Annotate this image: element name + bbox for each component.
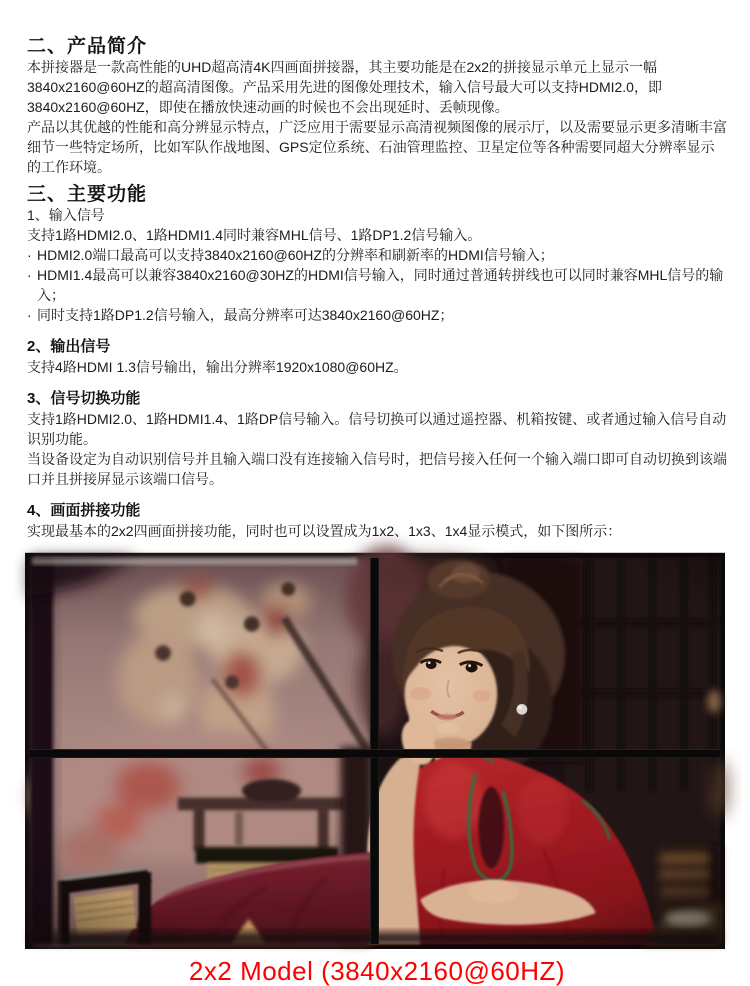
section-heading-main-functions: 三、主要功能 bbox=[27, 184, 148, 205]
signal-switching-body-1: 支持1路HDMI2.0、1路HDMI1.4、1路DP信号输入。信号切换可以通过遥控器、机箱按键、或者通过输入信号自动识别功能。 bbox=[27, 411, 727, 447]
bullet-text-dp12: 同时支持1路DP1.2信号输入，最高分辨率可达3840x2160@60HZ； bbox=[37, 307, 454, 323]
bullet-dot-icon: · bbox=[27, 267, 32, 283]
bullet-item bbox=[27, 245, 727, 265]
product-intro-paragraph-2: 产品以其优越的性能和高分辨显示特点，广泛应用于需要显示高清视频图像的展示厅，以及需要显示更多清晰丰富细节一些特定场所，比如军队作战地图、GPS定位系统、石油管理监控、卫星定位等各种需要同超大分辨率显示的工作环境。 bbox=[27, 119, 727, 175]
figure-caption: 2x2 Model (3840x2160@60HZ) bbox=[188, 956, 566, 986]
input-signal-intro: 支持1路HDMI2.0、1路HDMI1.4同时兼容MHL信号、1路DP1.2信号输入。 bbox=[27, 227, 482, 243]
bullet-text-hdmi20: HDMI2.0端口最高可以支持3840x2160@60HZ的分辨率和刷新率的HDMI信号输入； bbox=[37, 247, 554, 263]
wall-bezel-horizontal bbox=[30, 749, 720, 758]
signal-switching-body-2: 当设备设定为自动识别信号并且输入端口没有连接输入信号时，把信号接入任何一个输入端口即可自动切换到该端口并且拼接屏显示该端口信号。 bbox=[27, 451, 727, 487]
figure-block bbox=[27, 553, 727, 986]
subsection-title-signal-switching: 3、信号切换功能 bbox=[27, 390, 141, 407]
product-intro-paragraph-1: 本拼接器是一款高性能的UHD超高清4K四画面拼接器，其主要功能是在2x2的拼接显示单元上显示一幅3840x2160@60HZ的超高清图像。产品采用先进的图像处理技术，输入信号最大可以支持HDMI2.0，即3840x2160@60HZ，即使在播放快速动画的时候也不会出现延时、丢帧现像。 bbox=[27, 59, 662, 115]
bullet-dot-icon: · bbox=[27, 307, 32, 323]
subsection-title-input-signal: 1、输入信号 bbox=[27, 207, 105, 223]
video-wall-2x2-image bbox=[25, 553, 725, 949]
output-signal-body: 支持4路HDMI 1.3信号输出，输出分辨率1920x1080@60HZ。 bbox=[27, 359, 408, 375]
splicing-body: 实现最基本的2x2四画面拼接功能，同时也可以设置成为1x2、1x3、1x4显示模式，如下图所示： bbox=[27, 523, 622, 539]
bullet-item bbox=[27, 305, 727, 325]
section-heading-product-intro: 二、产品简介 bbox=[27, 36, 148, 57]
bullet-dot-icon: · bbox=[27, 247, 32, 263]
bullet-text-hdmi14: HDMI1.4最高可以兼容3840x2160@30HZ的HDMI信号输入，同时通过普通转拼线也可以同时兼容MHL信号的输入； bbox=[37, 267, 724, 303]
subsection-title-output-signal: 2、输出信号 bbox=[27, 338, 111, 355]
subsection-title-splicing: 4、画面拼接功能 bbox=[27, 502, 141, 519]
bullet-item bbox=[27, 265, 727, 305]
